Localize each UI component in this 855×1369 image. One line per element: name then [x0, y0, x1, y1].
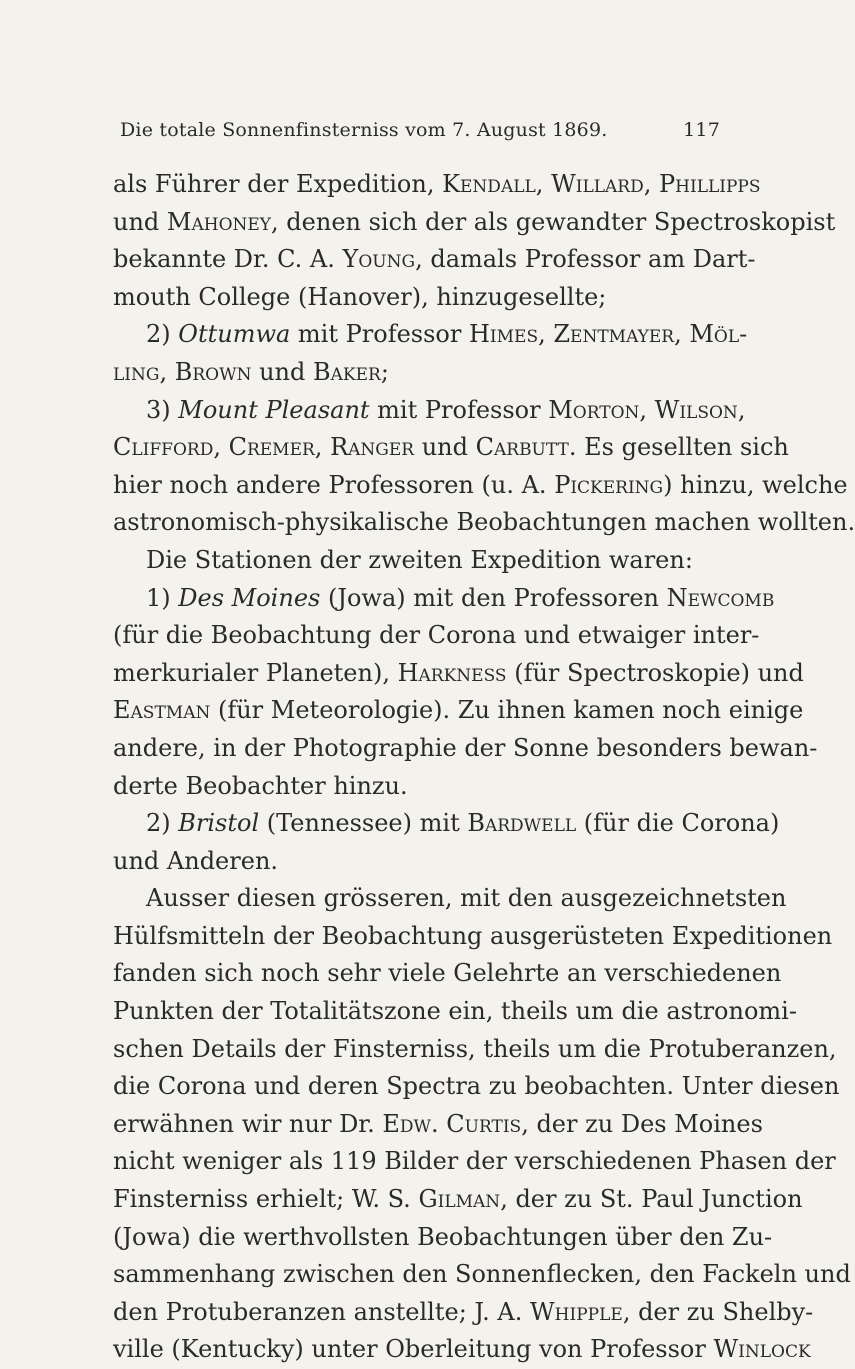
text-run: ;	[380, 357, 389, 386]
text-line	[113, 1181, 803, 1219]
text-line	[113, 843, 723, 881]
name-smallcaps: Brown	[174, 357, 252, 386]
text-run: nicht weniger als 119 Bilder der verschiedenen Phasen der	[113, 1147, 836, 1176]
text-run: , der zu St. Paul Junction	[500, 1185, 803, 1214]
text-run: sammenhang zwischen den Sonnenflecken, den Fackeln und	[113, 1260, 851, 1289]
text-line	[113, 1331, 811, 1369]
body-text	[113, 166, 855, 1369]
text-run: astronomisch-physikalische Beobachtungen machen wollten.	[113, 508, 855, 537]
text-run: erwähnen wir nur Dr.	[113, 1109, 383, 1138]
text-line	[113, 392, 746, 430]
text-run: ,	[674, 320, 690, 349]
name-smallcaps: Willard	[551, 170, 644, 198]
text-line	[113, 204, 836, 242]
text-run: Hülfsmitteln der Beobachtung ausgerüsteten Expeditionen	[113, 921, 833, 950]
text-line	[113, 166, 761, 204]
text-line	[113, 1068, 840, 1106]
name-smallcaps: Mahoney	[166, 207, 272, 236]
text-run: fanden sich noch sehr viele Gelehrte an verschiedenen	[113, 959, 782, 988]
text-run: ,	[737, 395, 746, 424]
name-smallcaps: Cremer	[228, 433, 315, 462]
place-italic: Mount Pleasant	[178, 395, 370, 424]
text-run: derte Beobachter hinzu.	[113, 771, 408, 800]
name-smallcaps: Möl-	[689, 320, 748, 349]
name-smallcaps: Bardwell	[467, 809, 577, 838]
name-smallcaps: Eastman	[113, 696, 211, 725]
text-line	[113, 880, 787, 918]
text-line	[113, 542, 723, 580]
text-run: mit Professor	[290, 320, 469, 349]
text-line	[113, 918, 833, 956]
text-line	[113, 467, 848, 505]
name-smallcaps: Baker	[313, 357, 381, 386]
text-line	[113, 1219, 773, 1257]
text-run: ,	[314, 433, 331, 462]
text-run: und	[414, 433, 476, 462]
text-run: ,	[159, 357, 175, 386]
name-smallcaps: Phillipps	[659, 170, 761, 198]
name-smallcaps: Kendall	[442, 170, 536, 198]
text-line	[113, 580, 775, 618]
text-line	[113, 993, 797, 1031]
text-run: hier noch andere Professoren (u. A.	[113, 470, 555, 499]
text-line	[113, 1106, 763, 1144]
text-run: und	[113, 207, 167, 236]
name-smallcaps: Harkness	[397, 658, 507, 687]
text-run: (für die Beobachtung der Corona und etwaiger inter-	[113, 621, 760, 650]
name-smallcaps: Gilman	[418, 1185, 501, 1214]
text-line	[113, 768, 723, 806]
name-smallcaps: Wilson	[654, 395, 738, 424]
name-smallcaps: Winlock	[713, 1335, 811, 1364]
text-run: . Es gesellten sich	[568, 433, 789, 462]
text-run: 2)	[146, 809, 179, 838]
name-smallcaps: Pickering	[554, 470, 664, 499]
text-run: Punkten der Totalitätszone ein, theils um die astronomi-	[113, 997, 797, 1026]
text-line	[113, 354, 723, 392]
text-line	[113, 730, 818, 768]
text-line	[113, 429, 789, 467]
text-run: die Corona und deren Spectra zu beobachten. Unter diesen	[113, 1072, 840, 1101]
text-run: 1)	[146, 583, 179, 612]
name-smallcaps: Morton	[548, 395, 640, 424]
text-run: und	[251, 357, 314, 386]
place-italic: Des Moines	[178, 583, 321, 612]
text-run: , damals Professor am Dart-	[415, 245, 756, 274]
text-run: ,	[535, 170, 552, 198]
text-line	[113, 655, 804, 693]
name-smallcaps: Edw. Curtis	[382, 1109, 522, 1138]
name-smallcaps: ling	[113, 357, 160, 386]
text-line	[113, 1294, 814, 1332]
text-run: und Anderen.	[113, 846, 279, 875]
running-title: Die totale Sonnenfinsterniss vom 7. August 1869.	[120, 119, 608, 141]
name-smallcaps: Whipple	[530, 1297, 623, 1326]
text-run: , denen sich der als gewandter Spectroskopist	[271, 207, 836, 236]
name-smallcaps: Carbutt	[475, 433, 569, 462]
text-run: (für die Corona)	[576, 809, 780, 838]
text-run: den Protuberanzen anstellte; J. A.	[113, 1297, 531, 1326]
text-run: Finsterniss erhielt; W. S.	[113, 1185, 419, 1214]
text-line	[113, 279, 723, 317]
place-italic: Bristol	[178, 809, 260, 838]
text-run: ) hinzu, welche	[663, 470, 848, 499]
place-italic: Ottumwa	[178, 320, 291, 349]
text-run: (für Spectroskopie) und	[506, 658, 804, 687]
name-smallcaps: Young	[342, 245, 416, 274]
text-line	[113, 1256, 851, 1294]
name-smallcaps: Newcomb	[666, 583, 775, 612]
text-run: mit Professor	[369, 395, 549, 424]
name-smallcaps: Ranger	[330, 433, 415, 462]
text-run: als Führer der Expedition,	[113, 170, 443, 198]
text-run: , der zu Des Moines	[521, 1109, 763, 1138]
text-line	[113, 955, 782, 993]
text-run: (Tennessee) mit	[259, 809, 468, 838]
text-run: Die Stationen der zweiten Expedition waren:	[146, 545, 693, 574]
text-line	[113, 504, 855, 542]
text-run: mouth College (Hanover), hinzugesellte;	[113, 282, 607, 311]
running-header	[120, 115, 720, 145]
text-run: ,	[639, 395, 655, 424]
text-run: (Jowa) die werthvollsten Beobachtungen über den Zu-	[113, 1222, 773, 1251]
text-run: ,	[538, 320, 554, 349]
text-run: schen Details der Finsterniss, theils um die Protuberanzen,	[113, 1034, 837, 1063]
text-line	[113, 617, 760, 655]
text-run: ville (Kentucky) unter Oberleitung von Professor	[113, 1335, 714, 1364]
page-number: 117	[683, 119, 720, 141]
text-run: (Jowa) mit den Professoren	[320, 583, 667, 612]
name-smallcaps: Zentmayer	[553, 320, 675, 349]
name-smallcaps: Clifford	[113, 433, 214, 462]
text-line	[113, 241, 756, 279]
text-run: , der zu Shelby-	[622, 1297, 814, 1326]
name-smallcaps: Himes	[468, 320, 539, 349]
text-run: (für Meteorologie). Zu ihnen kamen noch einige	[210, 696, 804, 725]
text-run: bekannte Dr. C. A.	[113, 245, 343, 274]
text-run: 2)	[146, 320, 179, 349]
text-run: ,	[213, 433, 229, 462]
text-run: ,	[643, 170, 659, 198]
text-run: andere, in der Photographie der Sonne besonders bewan-	[113, 733, 818, 762]
text-line	[113, 316, 748, 354]
text-line	[113, 1143, 836, 1181]
text-line	[113, 805, 780, 843]
text-run: merkurialer Planeten),	[113, 658, 398, 687]
text-run: 3)	[146, 395, 179, 424]
text-run: Ausser diesen grösseren, mit den ausgezeichnetsten	[146, 884, 787, 913]
text-line	[113, 1031, 837, 1069]
text-line	[113, 692, 804, 730]
